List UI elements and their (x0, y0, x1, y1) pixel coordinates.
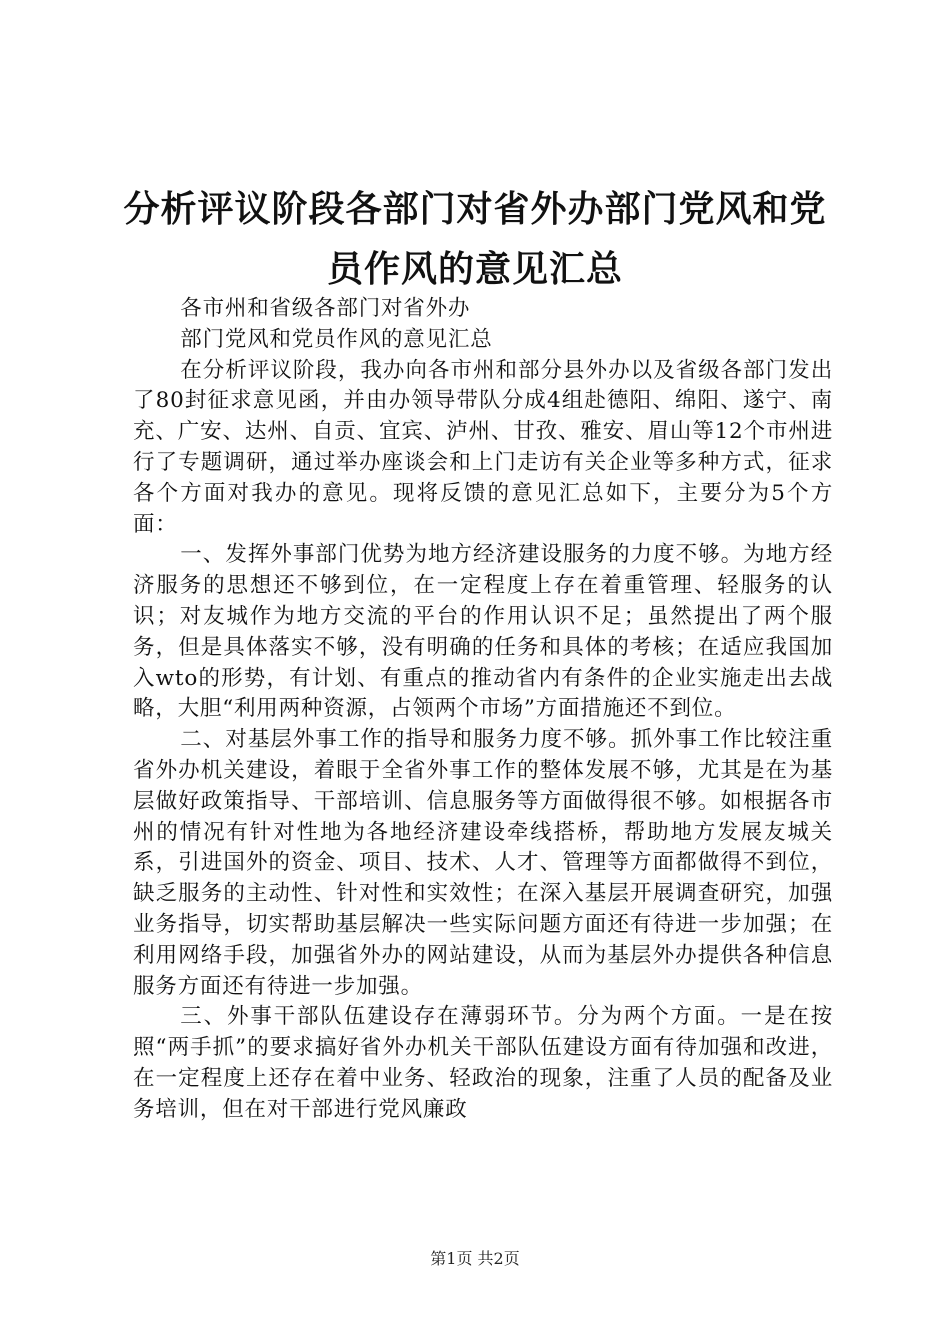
intro-paragraph: 在分析评议阶段，我办向各市州和部分县外办以及省级各部门发出了80封征求意见函，并由办领导带队分成4组赴德阳、绵阳、遂宁、南充、广安、达州、自贡、宜宾、泸州、甘孜、雅安、眉山等12个市州进行了专题调研，通过举办座谈会和上门走访有关企业等多种方式，征求各个方面对我办的意见。现将反馈的意见汇总如下，主要分为5个方面： (133, 357, 833, 537)
document-body (133, 294, 833, 1126)
section-2-paragraph: 二、对基层外事工作的指导和服务力度不够。抓外事工作比较注重省外办机关建设，着眼于全省外事工作的整体发展不够，尤其是在为基层做好政策指导、干部培训、信息服务等方面做得很不够。如根据各市州的情况有针对性地为各地经济建设牵线搭桥，帮助地方发展友城关系，引进国外的资金、项目、技术、人才、管理等方面都做得不到位，缺乏服务的主动性、针对性和实效性；在深入基层开展调查研究，加强业务指导，切实帮助基层解决一些实际问题方面还有待进一步加强；在利用网络手段，加强省外办的网站建设，从而为基层外办提供各种信息服务方面还有待进一步加强。 (133, 727, 833, 999)
section-3-paragraph: 三、外事干部队伍建设存在薄弱环节。分为两个方面。一是在按照“两手抓”的要求搞好省外办机关干部队伍建设方面有待加强和改进，在一定程度上还存在着中业务、轻政治的现象，注重了人员的配备及业务培训，但在对干部进行党风廉政 (133, 1004, 833, 1122)
subtitle-line-2: 部门党风和党员作风的意见汇总 (180, 326, 493, 352)
subtitle-line-1: 各市州和省级各部门对省外办 (180, 296, 471, 321)
section-1-paragraph: 一、发挥外事部门优势为地方经济建设服务的力度不够。为地方经济服务的思想还不够到位，在一定程度上存在着重管理、轻服务的认识；对友城作为地方交流的平台的作用认识不足；虽然提出了两个服务，但是具体落实不够，没有明确的任务和具体的考核；在适应我国加入wto的形势，有计划、有重点的推动省内有条件的企业实施走出去战略，大胆“利用两种资源，占领两个市场”方面措施还不到位。 (133, 542, 833, 722)
page-number-footer: 第1页 共2页 (430, 1249, 520, 1268)
document-title: 分析评议阶段各部门对省外办部门党风和党员作风的意见汇总 (123, 189, 827, 290)
